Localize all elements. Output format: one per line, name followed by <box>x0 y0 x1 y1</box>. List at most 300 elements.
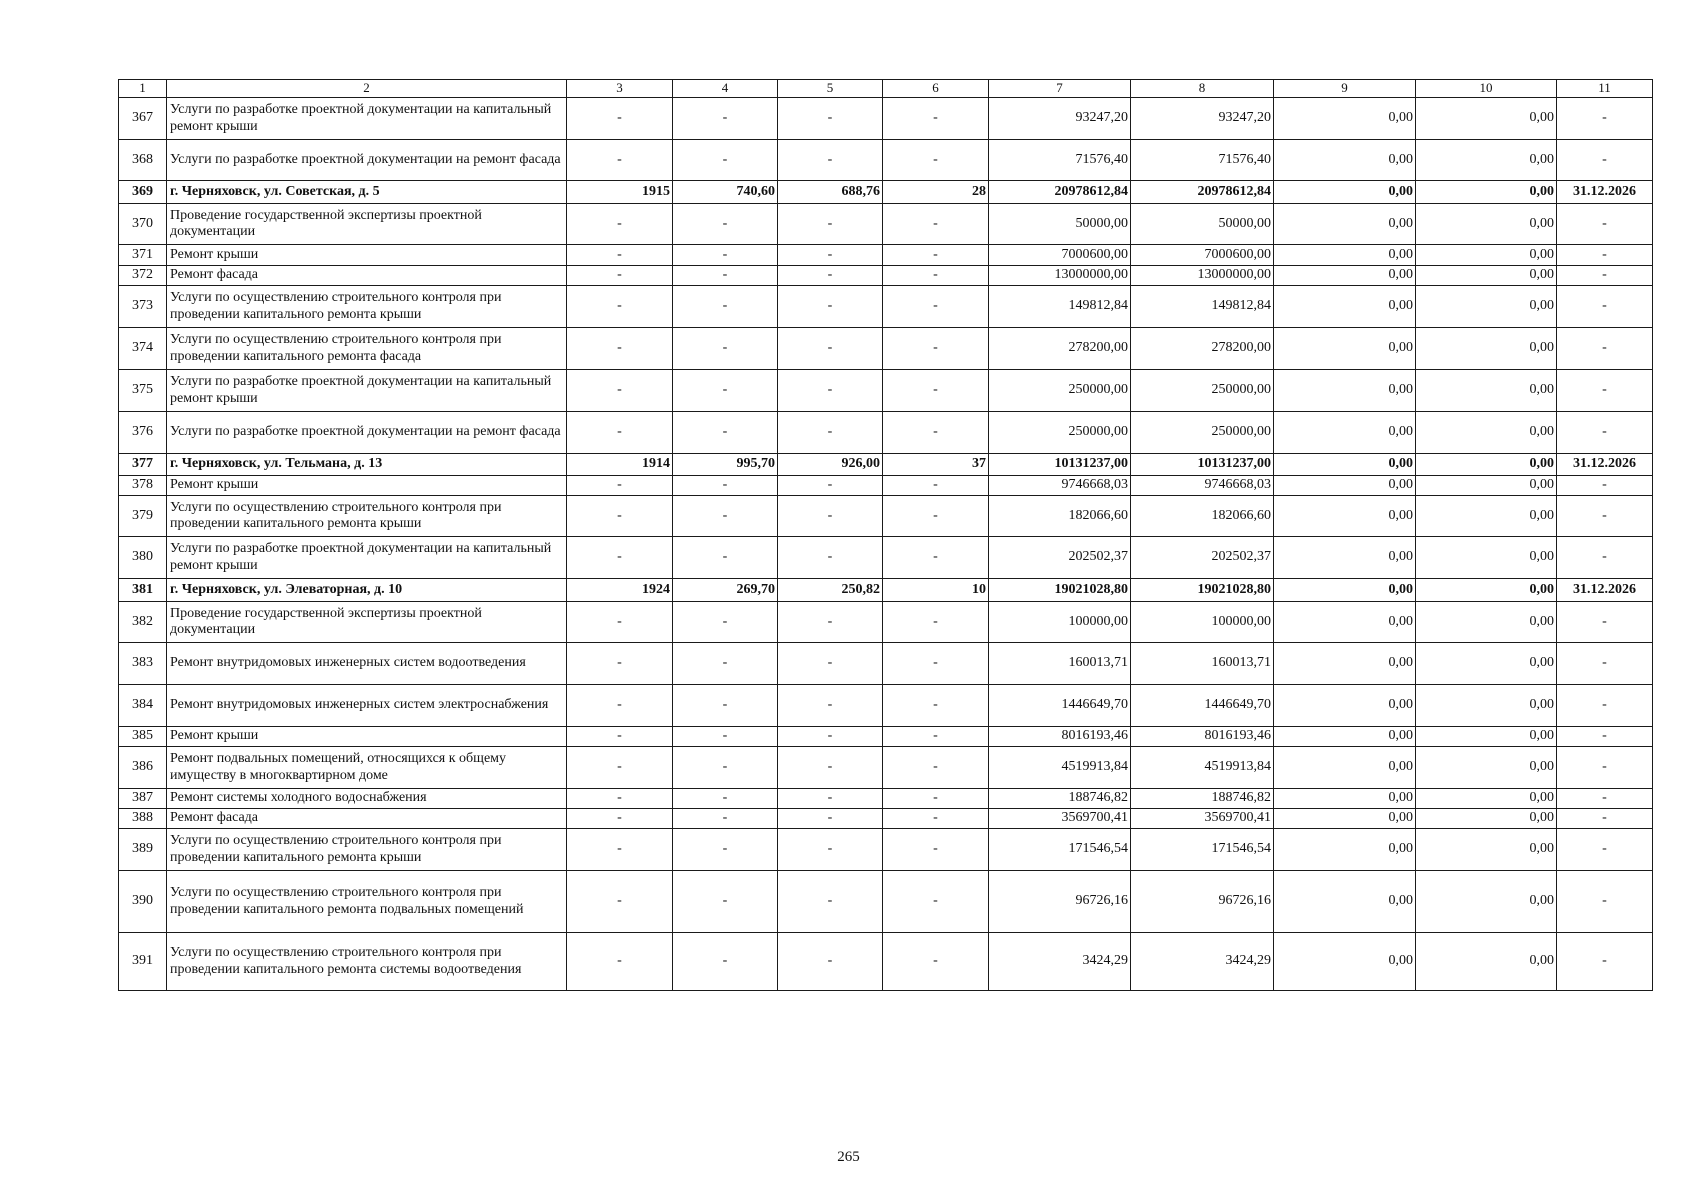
col4-value: 740,60 <box>673 181 778 204</box>
col10-value: 0,00 <box>1416 286 1557 328</box>
col11-value: 31.12.2026 <box>1557 454 1653 476</box>
col5-value: - <box>778 789 883 809</box>
col6-value: - <box>883 829 989 871</box>
col10-value: 0,00 <box>1416 204 1557 245</box>
item-description: Проведение государственной экспертизы проектной документации <box>167 204 567 245</box>
col10-value: 0,00 <box>1416 871 1557 933</box>
item-description: Ремонт внутридомовых инженерных систем электроснабжения <box>167 685 567 727</box>
col8-value: 9746668,03 <box>1131 476 1274 496</box>
col3-value: - <box>567 476 673 496</box>
col5-value: - <box>778 204 883 245</box>
col11-value: - <box>1557 643 1653 685</box>
col4-value: - <box>673 370 778 412</box>
col6-value: - <box>883 602 989 643</box>
col10-value: 0,00 <box>1416 579 1557 602</box>
col10-value: 0,00 <box>1416 643 1557 685</box>
item-description: Услуги по осуществлению строительного контроля при проведении капитального ремонта крыши <box>167 286 567 328</box>
row-number: 373 <box>119 286 167 328</box>
col3-value: - <box>567 933 673 991</box>
address-summary-row <box>119 579 1653 602</box>
col8-value: 278200,00 <box>1131 328 1274 370</box>
work-item-row <box>119 537 1653 579</box>
col10-value: 0,00 <box>1416 829 1557 871</box>
col11-value: 31.12.2026 <box>1557 579 1653 602</box>
col9-value: 0,00 <box>1274 579 1416 602</box>
col9-value: 0,00 <box>1274 181 1416 204</box>
row-number: 369 <box>119 181 167 204</box>
col9-value: 0,00 <box>1274 204 1416 245</box>
col4-value: - <box>673 933 778 991</box>
row-number: 385 <box>119 727 167 747</box>
item-description: Услуги по осуществлению строительного контроля при проведении капитального ремонта системы водоотведения <box>167 933 567 991</box>
item-description: Ремонт крыши <box>167 245 567 266</box>
col7-value: 7000600,00 <box>989 245 1131 266</box>
col8-value: 188746,82 <box>1131 789 1274 809</box>
item-description: Услуги по осуществлению строительного контроля при проведении капитального ремонта крыши <box>167 496 567 537</box>
col3-value: - <box>567 727 673 747</box>
page-number: 265 <box>837 1149 860 1165</box>
col10-value: 0,00 <box>1416 328 1557 370</box>
col7-value: 202502,37 <box>989 537 1131 579</box>
row-number: 374 <box>119 328 167 370</box>
col7-value: 3424,29 <box>989 933 1131 991</box>
work-item-row <box>119 266 1653 286</box>
col10-value: 0,00 <box>1416 266 1557 286</box>
col5-value: - <box>778 829 883 871</box>
item-description: Услуги по осуществлению строительного контроля при проведении капитального ремонта крыши <box>167 829 567 871</box>
col3-value: - <box>567 98 673 140</box>
col11-value: - <box>1557 328 1653 370</box>
col9-value: 0,00 <box>1274 370 1416 412</box>
col11-value: - <box>1557 685 1653 727</box>
col8-value: 160013,71 <box>1131 643 1274 685</box>
item-description: Ремонт крыши <box>167 476 567 496</box>
row-number: 386 <box>119 747 167 789</box>
item-description: Услуги по осуществлению строительного контроля при проведении капитального ремонта подвальных помещений <box>167 871 567 933</box>
col3-value: 1914 <box>567 454 673 476</box>
item-description: Услуги по разработке проектной документации на капитальный ремонт крыши <box>167 98 567 140</box>
col7-value: 250000,00 <box>989 412 1131 454</box>
col6-value: - <box>883 245 989 266</box>
col10-value: 0,00 <box>1416 181 1557 204</box>
col6-value: - <box>883 727 989 747</box>
col8-value: 71576,40 <box>1131 140 1274 181</box>
col6-value: - <box>883 643 989 685</box>
work-item-row <box>119 328 1653 370</box>
col6-value: - <box>883 328 989 370</box>
col11-value: - <box>1557 727 1653 747</box>
col5-value: - <box>778 266 883 286</box>
col5-value: - <box>778 98 883 140</box>
col7-value: 250000,00 <box>989 370 1131 412</box>
col3-value: - <box>567 809 673 829</box>
work-item-row <box>119 140 1653 181</box>
col10-value: 0,00 <box>1416 496 1557 537</box>
col11-value: - <box>1557 789 1653 809</box>
col8-value: 13000000,00 <box>1131 266 1274 286</box>
col4-value: - <box>673 496 778 537</box>
item-description: Услуги по осуществлению строительного контроля при проведении капитального ремонта фасада <box>167 328 567 370</box>
row-number: 375 <box>119 370 167 412</box>
row-number: 371 <box>119 245 167 266</box>
col9-value: 0,00 <box>1274 789 1416 809</box>
col9-value: 0,00 <box>1274 871 1416 933</box>
col10-value: 0,00 <box>1416 476 1557 496</box>
col3-value: - <box>567 871 673 933</box>
col6-value: - <box>883 476 989 496</box>
col9-value: 0,00 <box>1274 537 1416 579</box>
col7-value: 8016193,46 <box>989 727 1131 747</box>
row-number: 389 <box>119 829 167 871</box>
col4-value: - <box>673 204 778 245</box>
column-number-5: 5 <box>778 80 883 98</box>
column-number-9: 9 <box>1274 80 1416 98</box>
item-description: Ремонт системы холодного водоснабжения <box>167 789 567 809</box>
item-description: Ремонт фасада <box>167 266 567 286</box>
col4-value: - <box>673 328 778 370</box>
row-number: 387 <box>119 789 167 809</box>
col10-value: 0,00 <box>1416 140 1557 181</box>
col8-value: 7000600,00 <box>1131 245 1274 266</box>
work-item-row <box>119 789 1653 809</box>
col4-value: - <box>673 412 778 454</box>
row-number: 370 <box>119 204 167 245</box>
col3-value: - <box>567 204 673 245</box>
work-item-row <box>119 204 1653 245</box>
col4-value: - <box>673 98 778 140</box>
col7-value: 4519913,84 <box>989 747 1131 789</box>
col4-value: - <box>673 727 778 747</box>
repair-program-table <box>118 79 1653 991</box>
item-description: Услуги по разработке проектной документации на капитальный ремонт крыши <box>167 537 567 579</box>
col6-value: - <box>883 98 989 140</box>
col5-value: - <box>778 602 883 643</box>
col8-value: 250000,00 <box>1131 412 1274 454</box>
col5-value: - <box>778 643 883 685</box>
row-number: 383 <box>119 643 167 685</box>
col3-value: - <box>567 496 673 537</box>
col6-value: - <box>883 496 989 537</box>
item-description: Услуги по разработке проектной документации на ремонт фасада <box>167 140 567 181</box>
col10-value: 0,00 <box>1416 245 1557 266</box>
col11-value: - <box>1557 871 1653 933</box>
col9-value: 0,00 <box>1274 496 1416 537</box>
col9-value: 0,00 <box>1274 454 1416 476</box>
col5-value: - <box>778 537 883 579</box>
col3-value: - <box>567 789 673 809</box>
col10-value: 0,00 <box>1416 933 1557 991</box>
col11-value: - <box>1557 537 1653 579</box>
col3-value: - <box>567 829 673 871</box>
col5-value: - <box>778 747 883 789</box>
col5-value: - <box>778 685 883 727</box>
col9-value: 0,00 <box>1274 809 1416 829</box>
col9-value: 0,00 <box>1274 286 1416 328</box>
col5-value: - <box>778 245 883 266</box>
col11-value: - <box>1557 809 1653 829</box>
col11-value: 31.12.2026 <box>1557 181 1653 204</box>
row-number: 380 <box>119 537 167 579</box>
work-item-row <box>119 643 1653 685</box>
col6-value: - <box>883 286 989 328</box>
row-number: 391 <box>119 933 167 991</box>
item-description: Ремонт подвальных помещений, относящихся к общему имуществу в многоквартирном доме <box>167 747 567 789</box>
col5-value: - <box>778 933 883 991</box>
col3-value: 1915 <box>567 181 673 204</box>
work-item-row <box>119 747 1653 789</box>
col5-value: - <box>778 286 883 328</box>
row-number: 372 <box>119 266 167 286</box>
col11-value: - <box>1557 245 1653 266</box>
col6-value: - <box>883 747 989 789</box>
work-item-row <box>119 286 1653 328</box>
col7-value: 171546,54 <box>989 829 1131 871</box>
col4-value: - <box>673 809 778 829</box>
col4-value: - <box>673 789 778 809</box>
col7-value: 100000,00 <box>989 602 1131 643</box>
col9-value: 0,00 <box>1274 140 1416 181</box>
col5-value: - <box>778 328 883 370</box>
work-item-row <box>119 98 1653 140</box>
column-number-8: 8 <box>1131 80 1274 98</box>
row-number: 368 <box>119 140 167 181</box>
col3-value: - <box>567 747 673 789</box>
address-summary-row <box>119 181 1653 204</box>
row-number: 381 <box>119 579 167 602</box>
col3-value: - <box>567 370 673 412</box>
col4-value: - <box>673 537 778 579</box>
col7-value: 188746,82 <box>989 789 1131 809</box>
column-number-7: 7 <box>989 80 1131 98</box>
work-item-row <box>119 245 1653 266</box>
col11-value: - <box>1557 747 1653 789</box>
column-number-header <box>119 80 1653 98</box>
col9-value: 0,00 <box>1274 245 1416 266</box>
col6-value: - <box>883 266 989 286</box>
col7-value: 93247,20 <box>989 98 1131 140</box>
col4-value: 995,70 <box>673 454 778 476</box>
col5-value: - <box>778 140 883 181</box>
col4-value: - <box>673 747 778 789</box>
col3-value: - <box>567 412 673 454</box>
item-description: Ремонт крыши <box>167 727 567 747</box>
col8-value: 149812,84 <box>1131 286 1274 328</box>
item-description: Услуги по разработке проектной документации на капитальный ремонт крыши <box>167 370 567 412</box>
col4-value: - <box>673 643 778 685</box>
col11-value: - <box>1557 476 1653 496</box>
col5-value: - <box>778 476 883 496</box>
row-number: 378 <box>119 476 167 496</box>
col8-value: 250000,00 <box>1131 370 1274 412</box>
col7-value: 13000000,00 <box>989 266 1131 286</box>
col11-value: - <box>1557 933 1653 991</box>
col6-value: 37 <box>883 454 989 476</box>
col5-value: 250,82 <box>778 579 883 602</box>
work-item-row <box>119 496 1653 537</box>
col7-value: 20978612,84 <box>989 181 1131 204</box>
row-number: 377 <box>119 454 167 476</box>
col3-value: - <box>567 266 673 286</box>
work-item-row <box>119 412 1653 454</box>
col10-value: 0,00 <box>1416 789 1557 809</box>
col10-value: 0,00 <box>1416 412 1557 454</box>
row-number: 367 <box>119 98 167 140</box>
col9-value: 0,00 <box>1274 685 1416 727</box>
col5-value: - <box>778 496 883 537</box>
row-number: 390 <box>119 871 167 933</box>
column-number-1: 1 <box>119 80 167 98</box>
col4-value: - <box>673 685 778 727</box>
col4-value: - <box>673 245 778 266</box>
col9-value: 0,00 <box>1274 266 1416 286</box>
col5-value: 926,00 <box>778 454 883 476</box>
col6-value: 10 <box>883 579 989 602</box>
col11-value: - <box>1557 829 1653 871</box>
col8-value: 3424,29 <box>1131 933 1274 991</box>
col3-value: - <box>567 328 673 370</box>
row-number: 382 <box>119 602 167 643</box>
col10-value: 0,00 <box>1416 809 1557 829</box>
col11-value: - <box>1557 602 1653 643</box>
column-number-11: 11 <box>1557 80 1653 98</box>
col8-value: 93247,20 <box>1131 98 1274 140</box>
work-item-row <box>119 871 1653 933</box>
col3-value: 1924 <box>567 579 673 602</box>
col3-value: - <box>567 537 673 579</box>
col11-value: - <box>1557 266 1653 286</box>
item-description: Ремонт фасада <box>167 809 567 829</box>
work-item-row <box>119 933 1653 991</box>
col11-value: - <box>1557 412 1653 454</box>
work-item-row <box>119 602 1653 643</box>
item-description: г. Черняховск, ул. Элеваторная, д. 10 <box>167 579 567 602</box>
col3-value: - <box>567 602 673 643</box>
col8-value: 50000,00 <box>1131 204 1274 245</box>
col9-value: 0,00 <box>1274 98 1416 140</box>
col5-value: - <box>778 727 883 747</box>
col5-value: - <box>778 871 883 933</box>
col4-value: - <box>673 829 778 871</box>
col6-value: - <box>883 933 989 991</box>
col10-value: 0,00 <box>1416 727 1557 747</box>
col8-value: 4519913,84 <box>1131 747 1274 789</box>
col11-value: - <box>1557 286 1653 328</box>
col7-value: 10131237,00 <box>989 454 1131 476</box>
col7-value: 149812,84 <box>989 286 1131 328</box>
col7-value: 71576,40 <box>989 140 1131 181</box>
row-number: 388 <box>119 809 167 829</box>
col7-value: 160013,71 <box>989 643 1131 685</box>
col3-value: - <box>567 685 673 727</box>
col6-value: - <box>883 412 989 454</box>
column-number-10: 10 <box>1416 80 1557 98</box>
work-item-row <box>119 370 1653 412</box>
work-item-row <box>119 829 1653 871</box>
col9-value: 0,00 <box>1274 747 1416 789</box>
col8-value: 1446649,70 <box>1131 685 1274 727</box>
col11-value: - <box>1557 204 1653 245</box>
col10-value: 0,00 <box>1416 602 1557 643</box>
col8-value: 182066,60 <box>1131 496 1274 537</box>
col10-value: 0,00 <box>1416 747 1557 789</box>
col7-value: 96726,16 <box>989 871 1131 933</box>
address-summary-row <box>119 454 1653 476</box>
work-item-row <box>119 685 1653 727</box>
col8-value: 171546,54 <box>1131 829 1274 871</box>
col7-value: 182066,60 <box>989 496 1131 537</box>
col4-value: - <box>673 266 778 286</box>
work-item-row <box>119 809 1653 829</box>
column-number-3: 3 <box>567 80 673 98</box>
col9-value: 0,00 <box>1274 727 1416 747</box>
col8-value: 10131237,00 <box>1131 454 1274 476</box>
col3-value: - <box>567 245 673 266</box>
column-number-6: 6 <box>883 80 989 98</box>
col3-value: - <box>567 643 673 685</box>
col10-value: 0,00 <box>1416 370 1557 412</box>
item-description: Проведение государственной экспертизы проектной документации <box>167 602 567 643</box>
col10-value: 0,00 <box>1416 454 1557 476</box>
col3-value: - <box>567 286 673 328</box>
col7-value: 278200,00 <box>989 328 1131 370</box>
col5-value: - <box>778 370 883 412</box>
col4-value: - <box>673 871 778 933</box>
col8-value: 96726,16 <box>1131 871 1274 933</box>
col9-value: 0,00 <box>1274 602 1416 643</box>
col4-value: 269,70 <box>673 579 778 602</box>
col3-value: - <box>567 140 673 181</box>
item-description: Ремонт внутридомовых инженерных систем водоотведения <box>167 643 567 685</box>
col4-value: - <box>673 286 778 328</box>
row-number: 384 <box>119 685 167 727</box>
work-item-row <box>119 727 1653 747</box>
col9-value: 0,00 <box>1274 933 1416 991</box>
col10-value: 0,00 <box>1416 685 1557 727</box>
column-number-4: 4 <box>673 80 778 98</box>
col6-value: - <box>883 809 989 829</box>
col8-value: 202502,37 <box>1131 537 1274 579</box>
item-description: г. Черняховск, ул. Советская, д. 5 <box>167 181 567 204</box>
col8-value: 100000,00 <box>1131 602 1274 643</box>
col8-value: 3569700,41 <box>1131 809 1274 829</box>
col6-value: - <box>883 685 989 727</box>
col11-value: - <box>1557 370 1653 412</box>
row-number: 376 <box>119 412 167 454</box>
col7-value: 1446649,70 <box>989 685 1131 727</box>
col9-value: 0,00 <box>1274 328 1416 370</box>
col7-value: 9746668,03 <box>989 476 1131 496</box>
col4-value: - <box>673 602 778 643</box>
col6-value: - <box>883 537 989 579</box>
col11-value: - <box>1557 496 1653 537</box>
col8-value: 8016193,46 <box>1131 727 1274 747</box>
col6-value: - <box>883 871 989 933</box>
row-number: 379 <box>119 496 167 537</box>
col10-value: 0,00 <box>1416 98 1557 140</box>
col9-value: 0,00 <box>1274 476 1416 496</box>
col4-value: - <box>673 140 778 181</box>
col6-value: - <box>883 370 989 412</box>
col9-value: 0,00 <box>1274 412 1416 454</box>
col10-value: 0,00 <box>1416 537 1557 579</box>
col6-value: - <box>883 140 989 181</box>
col6-value: 28 <box>883 181 989 204</box>
col5-value: - <box>778 412 883 454</box>
col5-value: 688,76 <box>778 181 883 204</box>
col11-value: - <box>1557 98 1653 140</box>
column-number-2: 2 <box>167 80 567 98</box>
col5-value: - <box>778 809 883 829</box>
